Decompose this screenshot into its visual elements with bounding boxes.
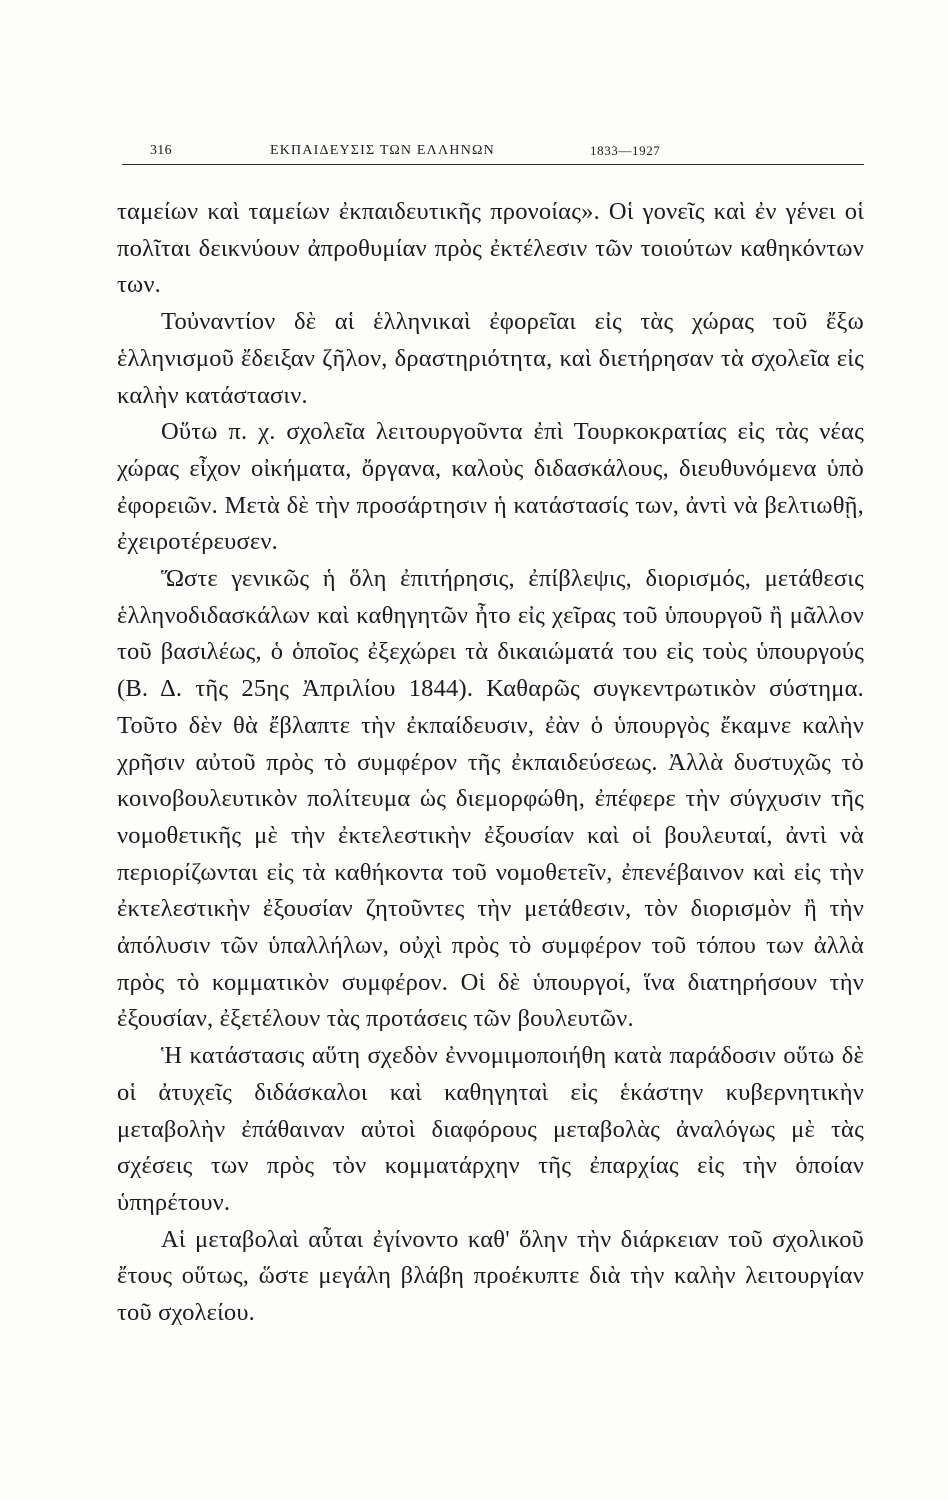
body-text [117, 194, 864, 1332]
running-years: 1833—1927 [590, 143, 661, 158]
running-title: ΕΚΠΑΙΔΕΥΣΙΣ ΤΩΝ ΕΛΛΗΝΩΝ [270, 143, 495, 158]
paragraph: ταμείων καὶ ταμείων ἐκπαιδευτικῆς προνοίας». Οἱ γονεῖς καὶ ἐν γένει οἱ πολῖται δεικνύουν ἀπροθυμίαν πρὸς ἐκτέλεσιν τῶν τοιούτων καθηκόντων των. [117, 198, 864, 299]
page-number: 316 [150, 143, 172, 158]
paragraph: Ὥστε γενικῶς ἡ ὅλη ἐπιτήρησις, ἐπίβλεψις, διορισμός, μετάθεσις ἑλληνοδιδασκάλων καὶ καθηγητῶν ἦτο εἰς χεῖρας τοῦ ὑπουργοῦ ἢ μᾶλλον τοῦ βασιλέως, ὁ ὁποῖος ἐξεχώρει τὰ δικαιώματά του εἰς τοὺς ὑπουργούς (Β. Δ. τῆς 25ης Ἀπριλίου 1844). Καθαρῶς συγκεντρωτικὸν σύστημα. Τοῦτο δὲν θὰ ἔβλαπτε τὴν ἐκπαίδευσιν, ἐὰν ὁ ὑπουργὸς ἔκαμνε καλὴν χρῆσιν αὐτοῦ πρὸς τὸ συμφέρον τῆς ἐκπαιδεύσεως. Ἀλλὰ δυστυχῶς τὸ κοινοβουλευτικὸν πολίτευμα ὡς διεμορφώθη, ἐπέφερε τὴν σύγχυσιν τῆς νομοθετικῆς μὲ τὴν ἐκτελεστικὴν ἐξουσίαν καὶ οἱ βουλευταί, ἀντὶ νὰ περιορίζωνται εἰς τὰ καθήκοντα τοῦ νομοθετεῖν, ἐπενέβαινον καὶ εἰς τὴν ἐκτελεστικὴν ἐξουσίαν ζητοῦντες τὴν μετάθεσιν, τὸν διορισμὸν ἢ τὴν ἀπόλυσιν τῶν ὑπαλλήλων, οὐχὶ πρὸς τὸ συμφέρον τοῦ τόπου των ἀλλὰ πρὸς τὸ κομματικὸν συμφέρον. Οἱ δὲ ὑπουργοί, ἵνα διατηρήσουν τὴν ἐξουσίαν, ἐξετέλουν τὰς προτάσεις τῶν βουλευτῶν. [117, 565, 864, 1033]
paragraph: Αἱ μεταβολαὶ αὗται ἐγίνοντο καθ' ὅλην τὴν διάρκειαν τοῦ σχολικοῦ ἔτους οὕτως, ὥστε μεγάλη βλάβη προέκυπτε διὰ τὴν καλὴν λειτουργίαν τοῦ σχολείου. [117, 1225, 864, 1327]
paragraph: Οὕτω π. χ. σχολεῖα λειτουργοῦντα ἐπὶ Τουρκοκρατίας εἰς τὰς νέας χώρας εἶχον οἰκήματα, ὄργανα, καλοὺς διδασκάλους, διευθυνόμενα ὑπὸ ἐφορειῶν. Μετὰ δὲ τὴν προσάρτησιν ἡ κατάστασίς των, ἀντὶ νὰ βελτιωθῇ, ἐχειροτέρευσεν. [117, 418, 864, 556]
paragraph: Ἡ κατάστασις αὕτη σχεδὸν ἐννομιμοποιήθη κατὰ παράδοσιν οὕτω δὲ οἱ ἀτυχεῖς διδάσκαλοι καὶ καθηγηταὶ εἰς ἑκάστην κυβερνητικὴν μεταβολὴν ἐπάθαιναν αὐτοὶ διαφόρους μεταβολὰς ἀναλόγως μὲ τὰς σχέσεις των πρὸς τὸν κομματάρχην τῆς ἐπαρχίας εἰς τὴν ὁποίαν ὑπηρέτουν. [117, 1042, 864, 1216]
paragraph: Τοὐναντίον δὲ αἱ ἑλληνικαὶ ἐφορεῖαι εἰς τὰς χώρας τοῦ ἔξω ἑλληνισμοῦ ἔδειξαν ζῆλον, δραστηριότητα, καὶ διετήρησαν τὰ σχολεῖα εἰς καλὴν κατάστασιν. [117, 308, 864, 409]
running-head [122, 140, 864, 165]
